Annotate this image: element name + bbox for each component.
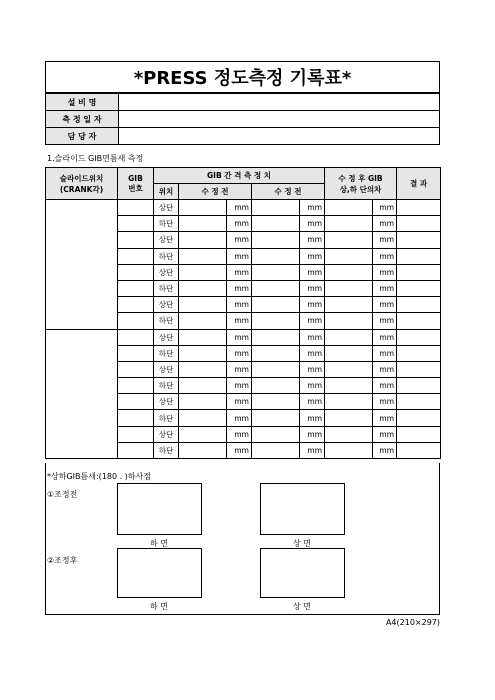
unit-label: mm: [373, 410, 397, 426]
position-cell: 하단: [154, 345, 179, 361]
unit-label: mm: [227, 280, 252, 296]
info-value-date[interactable]: [119, 111, 440, 128]
before-value-cell[interactable]: [179, 345, 227, 361]
after-value-cell[interactable]: [252, 329, 300, 345]
before-value-cell[interactable]: [179, 442, 227, 458]
result-cell[interactable]: [397, 264, 441, 280]
after-bottom-box: [117, 548, 202, 598]
header-before: 수 정 전: [179, 184, 252, 200]
unit-label: mm: [300, 297, 325, 313]
diff-value-cell[interactable]: [325, 410, 373, 426]
gib-number-cell[interactable]: [118, 329, 154, 345]
after-value-cell[interactable]: [252, 410, 300, 426]
before-value-cell[interactable]: [179, 264, 227, 280]
unit-label: mm: [300, 329, 325, 345]
position-cell: 상단: [154, 426, 179, 442]
info-label-date: 측 정 일 자: [46, 111, 119, 128]
unit-label: mm: [300, 313, 325, 329]
diff-value-cell[interactable]: [325, 426, 373, 442]
diff-value-cell[interactable]: [325, 345, 373, 361]
unit-label: mm: [300, 264, 325, 280]
before-value-cell[interactable]: [179, 280, 227, 296]
position-cell: 상단: [154, 232, 179, 248]
measurement-rows: [46, 200, 441, 459]
after-value-cell[interactable]: [252, 378, 300, 394]
position-cell: 하단: [154, 378, 179, 394]
adjust-section: [45, 463, 440, 615]
after-bottom-caption: 하 면: [150, 602, 168, 611]
diff-value-cell[interactable]: [325, 361, 373, 377]
after-top-caption: 상 면: [293, 602, 311, 611]
position-cell: 상단: [154, 264, 179, 280]
position-cell: 하단: [154, 313, 179, 329]
unit-label: mm: [300, 280, 325, 296]
unit-label: mm: [373, 216, 397, 232]
unit-label: mm: [373, 200, 397, 216]
after-label: ②조정후: [47, 556, 78, 565]
result-cell[interactable]: [397, 378, 441, 394]
after-value-cell[interactable]: [252, 280, 300, 296]
gib-number-cell[interactable]: [118, 200, 154, 216]
before-value-cell[interactable]: [179, 426, 227, 442]
unit-label: mm: [373, 345, 397, 361]
unit-label: mm: [227, 264, 252, 280]
page-title: *PRESS 정도측정 기록표*: [45, 61, 440, 93]
unit-label: mm: [227, 329, 252, 345]
after-value-cell[interactable]: [252, 297, 300, 313]
position-cell: 상단: [154, 361, 179, 377]
before-label: ①조정전: [47, 490, 78, 499]
diff-value-cell[interactable]: [325, 378, 373, 394]
header-gib: GIB 번호: [118, 168, 154, 200]
unit-label: mm: [227, 410, 252, 426]
unit-label: mm: [373, 264, 397, 280]
position-cell: 하단: [154, 280, 179, 296]
info-value-manager[interactable]: [119, 128, 440, 145]
position-cell: 하단: [154, 410, 179, 426]
after-value-cell[interactable]: [252, 345, 300, 361]
diff-value-cell[interactable]: [325, 200, 373, 216]
position-cell: 상단: [154, 297, 179, 313]
header-slide: 슬라이드위치 (CRANK각): [46, 168, 118, 200]
header-after: 수 정 전: [252, 184, 325, 200]
unit-label: mm: [373, 394, 397, 410]
gib-number-cell[interactable]: [118, 345, 154, 361]
result-cell[interactable]: [397, 361, 441, 377]
after-value-cell[interactable]: [252, 394, 300, 410]
unit-label: mm: [373, 426, 397, 442]
unit-label: mm: [227, 442, 252, 458]
gib-number-cell[interactable]: [118, 264, 154, 280]
after-value-cell[interactable]: [252, 361, 300, 377]
unit-label: mm: [373, 297, 397, 313]
unit-label: mm: [227, 216, 252, 232]
header-gap: GIB 간 격 측 정 치: [154, 168, 325, 184]
unit-label: mm: [227, 232, 252, 248]
gib-number-cell[interactable]: [118, 378, 154, 394]
unit-label: mm: [373, 232, 397, 248]
gib-number-cell[interactable]: [118, 394, 154, 410]
after-value-cell[interactable]: [252, 426, 300, 442]
before-top-box: [260, 483, 345, 535]
position-cell: 상단: [154, 394, 179, 410]
slide-position-cell[interactable]: [46, 200, 118, 330]
gib-number-cell[interactable]: [118, 410, 154, 426]
unit-label: mm: [300, 216, 325, 232]
before-top-caption: 상 면: [293, 539, 311, 548]
result-cell[interactable]: [397, 345, 441, 361]
before-value-cell[interactable]: [179, 329, 227, 345]
before-value-cell[interactable]: [179, 200, 227, 216]
header-diff: 수 정 후 GIB 상,하 단의차: [325, 168, 397, 200]
diff-value-cell[interactable]: [325, 394, 373, 410]
gib-number-cell[interactable]: [118, 280, 154, 296]
before-value-cell[interactable]: [179, 232, 227, 248]
result-cell[interactable]: [397, 329, 441, 345]
before-bottom-caption: 하 면: [150, 539, 168, 548]
result-cell[interactable]: [397, 297, 441, 313]
result-cell[interactable]: [397, 216, 441, 232]
diff-value-cell[interactable]: [325, 313, 373, 329]
gib-number-cell[interactable]: [118, 232, 154, 248]
unit-label: mm: [373, 378, 397, 394]
unit-label: mm: [373, 329, 397, 345]
result-cell[interactable]: [397, 280, 441, 296]
before-value-cell[interactable]: [179, 378, 227, 394]
position-cell: 상단: [154, 329, 179, 345]
unit-label: mm: [227, 394, 252, 410]
table-row: [46, 329, 441, 345]
diff-value-cell[interactable]: [325, 264, 373, 280]
unit-label: mm: [300, 248, 325, 264]
unit-label: mm: [373, 361, 397, 377]
diff-value-cell[interactable]: [325, 297, 373, 313]
unit-label: mm: [300, 200, 325, 216]
gib-number-cell[interactable]: [118, 216, 154, 232]
unit-label: mm: [300, 442, 325, 458]
after-value-cell[interactable]: [252, 248, 300, 264]
before-value-cell[interactable]: [179, 410, 227, 426]
diff-value-cell[interactable]: [325, 232, 373, 248]
header-pos: 위치: [154, 184, 179, 200]
result-cell[interactable]: [397, 442, 441, 458]
unit-label: mm: [300, 426, 325, 442]
before-value-cell[interactable]: [179, 248, 227, 264]
unit-label: mm: [227, 361, 252, 377]
after-value-cell[interactable]: [252, 264, 300, 280]
before-value-cell[interactable]: [179, 361, 227, 377]
before-bottom-box: [117, 483, 202, 535]
before-value-cell[interactable]: [179, 313, 227, 329]
info-label-equipment: 설 비 명: [46, 94, 119, 111]
unit-label: mm: [300, 378, 325, 394]
unit-label: mm: [300, 410, 325, 426]
after-value-cell[interactable]: [252, 313, 300, 329]
unit-label: mm: [300, 394, 325, 410]
measurement-table: [45, 167, 441, 459]
result-cell[interactable]: [397, 200, 441, 216]
unit-label: mm: [373, 280, 397, 296]
gib-number-cell[interactable]: [118, 297, 154, 313]
position-cell: 하단: [154, 248, 179, 264]
slide-position-cell[interactable]: [46, 329, 118, 459]
unit-label: mm: [300, 345, 325, 361]
table-row: [46, 200, 441, 216]
unit-label: mm: [227, 378, 252, 394]
diff-value-cell[interactable]: [325, 216, 373, 232]
position-cell: 상단: [154, 200, 179, 216]
result-cell[interactable]: [397, 313, 441, 329]
info-value-equipment[interactable]: [119, 94, 440, 111]
gib-number-cell[interactable]: [118, 248, 154, 264]
result-cell[interactable]: [397, 426, 441, 442]
unit-label: mm: [300, 232, 325, 248]
unit-label: mm: [227, 248, 252, 264]
after-value-cell[interactable]: [252, 200, 300, 216]
info-table: [45, 93, 440, 145]
unit-label: mm: [227, 426, 252, 442]
diff-value-cell[interactable]: [325, 329, 373, 345]
gib-number-cell[interactable]: [118, 426, 154, 442]
result-cell[interactable]: [397, 394, 441, 410]
unit-label: mm: [227, 297, 252, 313]
after-value-cell[interactable]: [252, 232, 300, 248]
result-cell[interactable]: [397, 410, 441, 426]
gib-number-cell[interactable]: [118, 361, 154, 377]
unit-label: mm: [227, 313, 252, 329]
before-value-cell[interactable]: [179, 297, 227, 313]
diff-value-cell[interactable]: [325, 248, 373, 264]
unit-label: mm: [300, 361, 325, 377]
result-cell[interactable]: [397, 248, 441, 264]
before-value-cell[interactable]: [179, 394, 227, 410]
diff-value-cell[interactable]: [325, 280, 373, 296]
after-value-cell[interactable]: [252, 442, 300, 458]
before-value-cell[interactable]: [179, 216, 227, 232]
position-cell: 하단: [154, 442, 179, 458]
diff-value-cell[interactable]: [325, 442, 373, 458]
paper-size: A4(210×297): [385, 618, 440, 627]
gib-number-cell[interactable]: [118, 442, 154, 458]
unit-label: mm: [373, 442, 397, 458]
result-cell[interactable]: [397, 232, 441, 248]
position-cell: 하단: [154, 216, 179, 232]
unit-label: mm: [373, 313, 397, 329]
info-label-manager: 담 당 자: [46, 128, 119, 145]
unit-label: mm: [373, 248, 397, 264]
after-value-cell[interactable]: [252, 216, 300, 232]
after-top-box: [260, 548, 345, 598]
gib-number-cell[interactable]: [118, 313, 154, 329]
header-result: 결 과: [397, 168, 441, 200]
unit-label: mm: [227, 200, 252, 216]
gib-note: *상하GIB틈새:(180 . )하사점: [47, 472, 151, 481]
unit-label: mm: [227, 345, 252, 361]
section-title: 1.슬라이드 GIB면틈새 측정: [47, 154, 144, 163]
